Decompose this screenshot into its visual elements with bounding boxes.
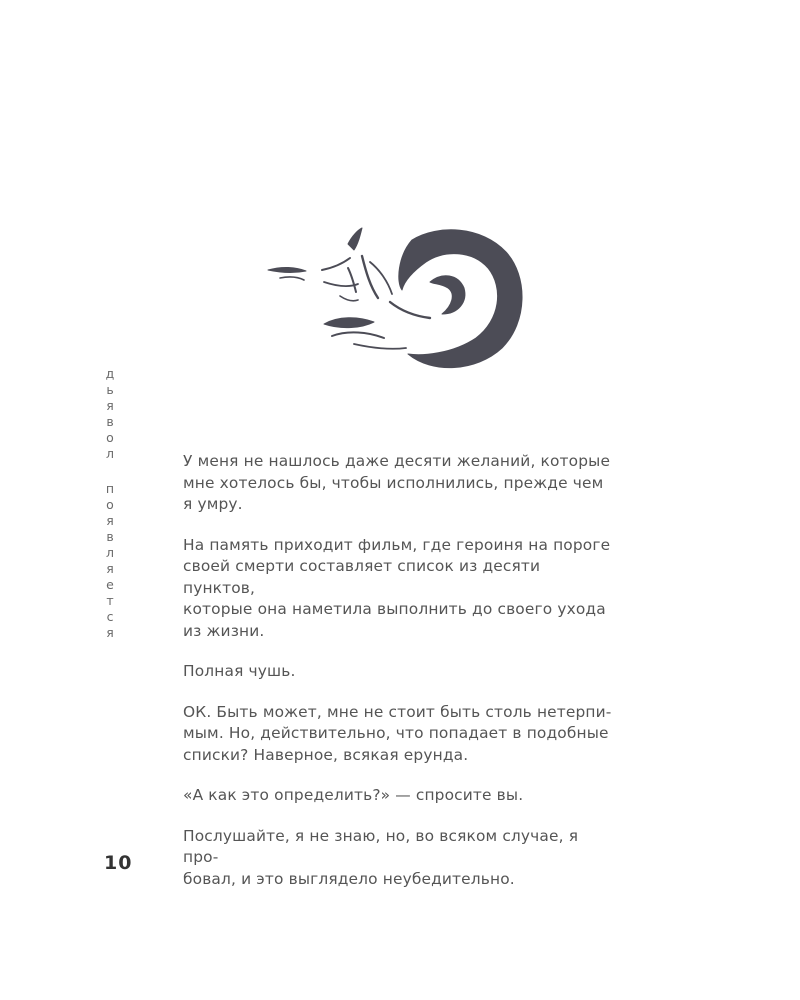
fox-illustration bbox=[262, 222, 528, 374]
vertical-title-letter: я bbox=[106, 397, 114, 413]
vertical-title-letter: о bbox=[106, 429, 114, 445]
paragraph: ОК. Быть может, мне не стоит быть столь нетерпи- мым. Но, действительно, что попадает в подобные списки? Наверное, всякая ерунда. bbox=[183, 702, 612, 764]
vertical-chapter-title bbox=[103, 366, 117, 641]
vertical-title-letter: с bbox=[106, 608, 114, 624]
vertical-title-word-1 bbox=[103, 366, 117, 461]
vertical-title-letter: в bbox=[106, 529, 114, 545]
sleeping-fox-icon bbox=[262, 222, 528, 374]
vertical-title-letter: о bbox=[106, 497, 114, 513]
paragraph: «А как это определить?» — спросите вы. bbox=[183, 786, 524, 804]
vertical-title-letter: ь bbox=[106, 381, 114, 397]
vertical-title-letter: я bbox=[106, 560, 114, 576]
vertical-title-letter: д bbox=[105, 366, 115, 381]
paragraph: У меня не нашлось даже десяти желаний, которые мне хотелось бы, чтобы исполнились, прежде чем я умру. bbox=[183, 452, 611, 513]
vertical-title-letter: л bbox=[106, 445, 114, 461]
vertical-title-letter: в bbox=[106, 413, 114, 429]
vertical-title-letter: т bbox=[106, 592, 114, 608]
vertical-title-letter: л bbox=[106, 545, 114, 561]
paragraph: На память приходит фильм, где героиня на пороге своей смерти составляет список из десяти пунктов, которые она наметила выполнить до своего ухода из жизни. bbox=[183, 535, 611, 640]
body-text bbox=[183, 451, 613, 909]
page-number: 10 bbox=[104, 852, 133, 874]
vertical-title-letter: я bbox=[106, 624, 114, 640]
vertical-title-word-2 bbox=[103, 481, 117, 640]
vertical-title-letter: п bbox=[105, 481, 115, 497]
vertical-title-letter: е bbox=[106, 576, 114, 592]
paragraph: Послушайте, я не знаю, но, во всяком случае, я про- бовал, и это выглядело неубедительно. bbox=[183, 826, 579, 888]
paragraph: Полная чушь. bbox=[183, 662, 296, 680]
vertical-title-letter: я bbox=[106, 513, 114, 529]
